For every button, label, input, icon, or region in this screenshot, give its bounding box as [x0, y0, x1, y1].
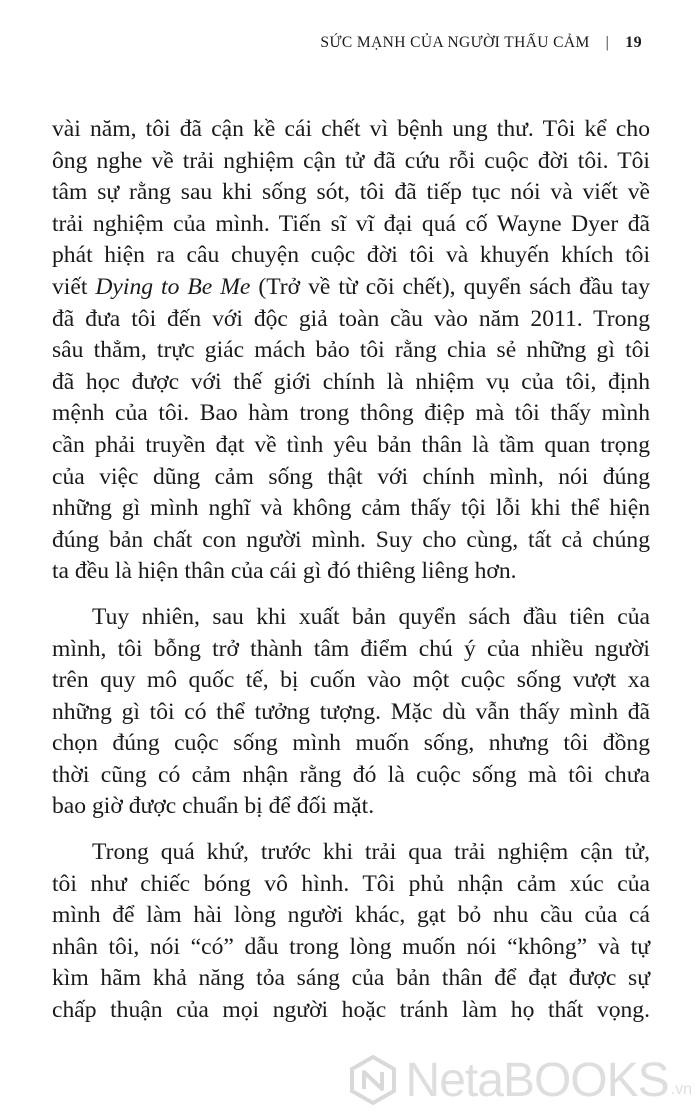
- text-line: trải nghiệm của mình. Tiến sĩ vĩ đại quá cố Wayne Dyer đã: [52, 210, 650, 237]
- watermark-suffix: .vn: [670, 1081, 692, 1098]
- page-number: 19: [625, 34, 642, 51]
- text-line: trên quy mô quốc tế, bị cuốn vào một cuộc sống vượt xa: [52, 667, 650, 694]
- paragraph-1: [52, 114, 650, 588]
- watermark-text: NetaBOOKS: [405, 1054, 669, 1107]
- text-line: đã học được với thế giới chính là nhiệm vụ của tôi, định: [52, 368, 650, 395]
- text-line: phát hiện ra câu chuyện cuộc đời tôi và khuyến khích tôi: [52, 242, 650, 269]
- text-line-with-book-title: [52, 272, 650, 304]
- text-line: sâu thẳm, trực giác mách bảo tôi rằng chia sẻ những gì tôi: [52, 337, 650, 364]
- neta-logo-icon: [348, 1055, 398, 1105]
- text-line: những gì mình nghĩ và không cảm thấy tội lỗi khi thể hiện: [52, 495, 650, 522]
- text-line: chọn đúng cuộc sống mình muốn sống, nhưng tôi đồng: [52, 730, 650, 757]
- paragraph-3: [52, 837, 650, 1027]
- text-line: Tuy nhiên, sau khi xuất bản quyển sách đầu tiên của: [92, 603, 650, 630]
- text-line: mình để làm hài lòng người khác, gạt bỏ nhu cầu của cá: [52, 902, 650, 929]
- text-line: bao giờ được chuẩn bị để đối mặt.: [52, 793, 375, 820]
- header-separator: |: [605, 34, 610, 51]
- text-line: những gì tôi có thể tưởng tượng. Mặc dù vẫn thấy mình đã: [52, 698, 650, 725]
- text-line: thời cũng có cảm nhận rằng đó là cuộc sống mà tôi chưa: [52, 761, 650, 788]
- text-line: nhân tôi, nói “có” dẫu trong lòng muốn nói “không” và tự: [52, 933, 650, 960]
- book-title-italic: Dying to Be Me: [95, 273, 251, 300]
- text-segment: (Trở về từ cõi chết), quyển sách đầu tay: [250, 273, 651, 300]
- text-segment: viết: [52, 273, 96, 300]
- text-line: mệnh của tôi. Bao hàm trong thông điệp mà tôi thấy mình: [52, 400, 650, 427]
- text-line: chấp thuận của mọi người hoặc tránh làm họ thất vọng.: [52, 997, 650, 1024]
- paragraph-2: [52, 602, 650, 823]
- text-line: ta đều là hiện thân của cái gì đó thiêng liêng hơn.: [52, 558, 517, 585]
- text-line: kìm hãm khả năng tỏa sáng của bản thân để đạt được sự: [52, 965, 650, 992]
- text-line: đúng bản chất con người mình. Suy cho cùng, tất cả chúng: [52, 526, 650, 553]
- text-line: vài năm, tôi đã cận kề cái chết vì bệnh ung thư. Tôi kể cho: [52, 116, 650, 142]
- text-line: của việc dũng cảm sống thật với chính mình, nói đúng: [52, 463, 650, 490]
- text-line: mình, tôi bỗng trở thành tâm điểm chú ý của nhiều người: [52, 635, 650, 662]
- text-line: tâm sự rằng sau khi sống sót, tôi đã tiếp tục nói và viết về: [52, 179, 650, 206]
- chapter-title: SỨC MẠNH CỦA NGƯỜI THẤU CẢM: [320, 34, 590, 51]
- page-body: [52, 114, 650, 1041]
- running-header: [320, 34, 642, 52]
- text-line: cần phải truyền đạt về tình yêu bản thân là tầm quan trọng: [52, 431, 650, 458]
- text-line: tôi như chiếc bóng vô hình. Tôi phủ nhận cảm xúc của: [52, 870, 650, 897]
- text-line: ông nghe về trải nghiệm cận tử đã cứu rỗi cuộc đời tôi. Tôi: [52, 147, 650, 174]
- text-line: Trong quá khứ, trước khi trải qua trải nghiệm cận tử,: [92, 839, 650, 866]
- watermark: [348, 1055, 692, 1105]
- text-line: đã đưa tôi đến với độc giả toàn cầu vào năm 2011. Trong: [52, 305, 650, 332]
